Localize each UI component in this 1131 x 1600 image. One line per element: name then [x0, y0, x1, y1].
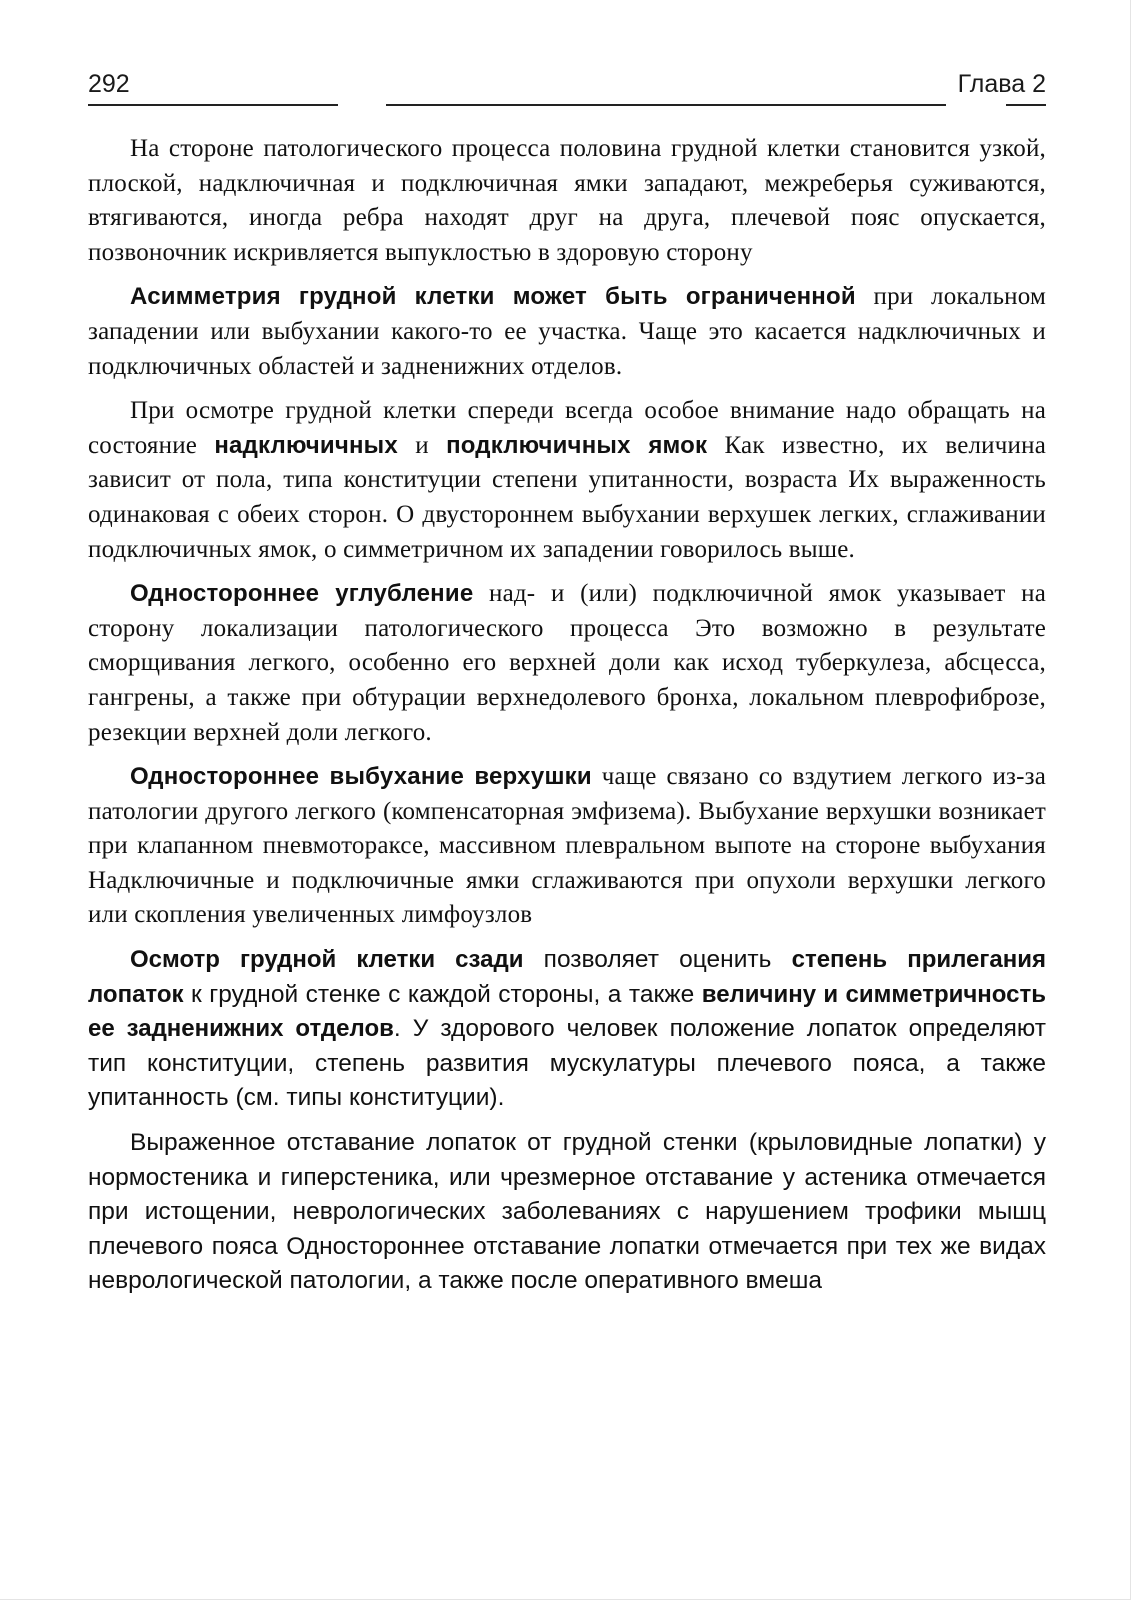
paragraph — [88, 1126, 1046, 1299]
header-rule — [1006, 104, 1046, 106]
paragraph — [88, 280, 1046, 384]
text-run: позволяет оценить — [523, 946, 792, 974]
bold-term: Осмотр грудной клетки сзади — [130, 946, 524, 974]
bold-term: надключичных — [214, 431, 398, 459]
text-run: Выраженное отставание лопаток от грудной стенки (крыловидные лопатки) у нормостеника и гиперстеника, или чрезмерное отставание у астеника отмечается при истощении, неврологических заболеваниях с нарушением трофики мышц плечевого пояса Одностороннее отставание лопатки отмечается при тех же видах неврологической патологии, а также после оперативного вмеша — [88, 1129, 1046, 1295]
text-run: Как известно, их величина зависит от пола, типа конституции степени упитанности, возраста Их выраженность одинаковая с обеих сторон. О двустороннем выбухании верхушек легких, сглаживании подключичных ямок, о симметричном их западении говорилось выше. — [88, 431, 1046, 563]
header-rule — [386, 104, 946, 106]
page-header — [88, 66, 1046, 110]
text-run: чаще связано со вздутием легкого из-за патологии другого легкого (компенсаторная эмфизема). Выбухание верхушки возникает при клапанном пневмотораксе, массивном плевральном выпоте на стороне выбухания Надключичные и подключичные ямки сглаживаются при опухоли верхушки легкого или скопления увеличенных лимфоузлов — [88, 763, 1046, 929]
text-run: к грудной стенке с каждой стороны, а также — [183, 980, 702, 1008]
bold-term: Одностороннее углубление — [130, 580, 474, 608]
paragraph — [88, 132, 1046, 270]
paragraph — [88, 577, 1046, 750]
text-run: . У здорового человек положение лопаток определяют тип конституции, степень развития мускулатуры плечевого пояса, а также упитанность (см. типы конституции). — [88, 1015, 1046, 1112]
bold-term: величину и симметричность ее задненижних отделов — [88, 980, 1046, 1043]
paragraph — [88, 760, 1046, 933]
chapter-title: Глава 2 — [957, 70, 1046, 98]
paragraph — [88, 943, 1046, 1116]
text-run: При осмотре грудной клетки спереди всегда особое внимание надо обращать на состояние — [88, 397, 1046, 459]
bold-term: Одностороннее выбухание верхушки — [130, 763, 592, 791]
text-run: и — [397, 431, 447, 459]
text-run: при локальном западении или выбухании какого-то ее участка. Чаще это касается надключичных и подключичных областей и задненижних отделов. — [88, 283, 1046, 380]
bold-term: степень прилегания лопаток — [88, 946, 1046, 1008]
bold-term: подключичных ямок — [446, 431, 708, 459]
text-run: На стороне патологического процесса половина грудной клетки становится узкой, плоской, надключичная и подключичная ямки западают, межреберья суживаются, втягиваются, иногда ребра находят друг на друга, плечевой пояс опускается, позвоночник искривляется выпуклостью в здоровую сторону — [88, 135, 1046, 266]
body-text — [88, 132, 1046, 1532]
page-number: 292 — [88, 70, 130, 98]
text-run: над- и (или) подключичной ямок указывает на сторону локализации патологического процесса Это возможно в результате сморщивания легкого, особенно его верхней доли как исход туберкулеза, абсцесса, гангрены, а также при обтурации верхнедолевого бронха, локальном плеврофиброзе, резекции верхней доли легкого. — [88, 580, 1046, 746]
paragraph — [88, 394, 1046, 567]
header-rule — [88, 104, 338, 106]
bold-term: Асимметрия грудной клетки может быть ограниченной — [130, 283, 856, 311]
